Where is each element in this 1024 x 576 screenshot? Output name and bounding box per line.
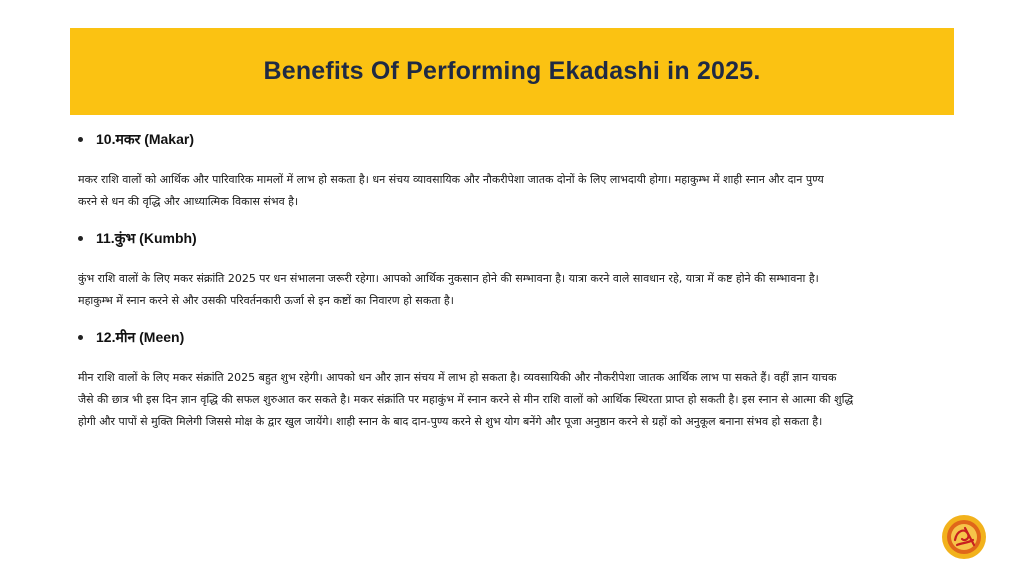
title-banner (70, 28, 954, 115)
bullet-icon (78, 137, 83, 142)
section-paragraph-meen (78, 367, 958, 433)
section-heading-meen (78, 328, 958, 347)
section-heading-kumbh (78, 229, 958, 248)
brand-logo-icon (941, 514, 987, 560)
paragraph-line: मीन राशि वालों के लिए मकर संक्रांति 2025 बहुत शुभ रहेगी। आपको धन और ज्ञान संचय में लाभ हो सकता है। व्यवसायिकी और नौकरीपेशा जातक आर्थिक लाभ पा सकते हैं। वहीं ज्ञान याचक (78, 371, 837, 384)
paragraph-line: कुंभ राशि वालों के लिए मकर संक्रांति 2025 पर धन संभालना जरूरी रहेगा। आपको आर्थिक नुकसान होने की सम्भावना है। यात्रा करने वाले सावधान रहे, यात्रा में कष्ट होने की सम्भावना है। (78, 272, 819, 285)
section-heading-label: 11.कुंभ (Kumbh) (96, 230, 197, 246)
paragraph-line: जैसे की छात्र भी इस दिन ज्ञान वृद्धि की सफल शुरुआत कर सकते है। मकर संक्रांति पर महाकुंभ में स्नान करने से मीन राशि वालों को आर्थिक स्थिरता प्राप्त हो सकती है। इस स्नान से आत्मा की शुद्धि (78, 393, 854, 406)
bullet-icon (78, 335, 83, 340)
section-heading-label: 12.मीन (Meen) (96, 329, 185, 345)
bullet-icon (78, 236, 83, 241)
section-paragraph-kumbh (78, 268, 958, 312)
section-heading-makar (78, 130, 958, 149)
section-paragraph-makar (78, 169, 958, 213)
paragraph-line: होगी और पापों से मुक्ति मिलेगी जिससे मोक्ष के द्वार खुल जायेंगे। शाही स्नान के बाद दान-पुण्य करने से शुभ योग बनेंगे और पूजा अनुष्ठान करने से ग्रहों को अनुकूल बनाना संभव हो सकता है। (78, 415, 823, 428)
slide-title: Benefits Of Performing Ekadashi in 2025. (263, 57, 761, 85)
slide-content (78, 130, 958, 449)
section-heading-label: 10.मकर (Makar) (96, 131, 194, 147)
paragraph-line: करने से धन की वृद्धि और आध्यात्मिक विकास संभव है। (78, 195, 299, 208)
paragraph-line: मकर राशि वालों को आर्थिक और पारिवारिक मामलों में लाभ हो सकता है। धन संचय व्यावसायिक और नौकरीपेशा जातक दोनों के लिए लाभदायी होगा। महाकुम्भ में शाही स्नान और दान पुण्य (78, 173, 824, 186)
paragraph-line: महाकुम्भ में स्नान करने से और उसकी परिवर्तनकारी ऊर्जा से इन कष्टों का निवारण हो सकता है। (78, 294, 454, 307)
